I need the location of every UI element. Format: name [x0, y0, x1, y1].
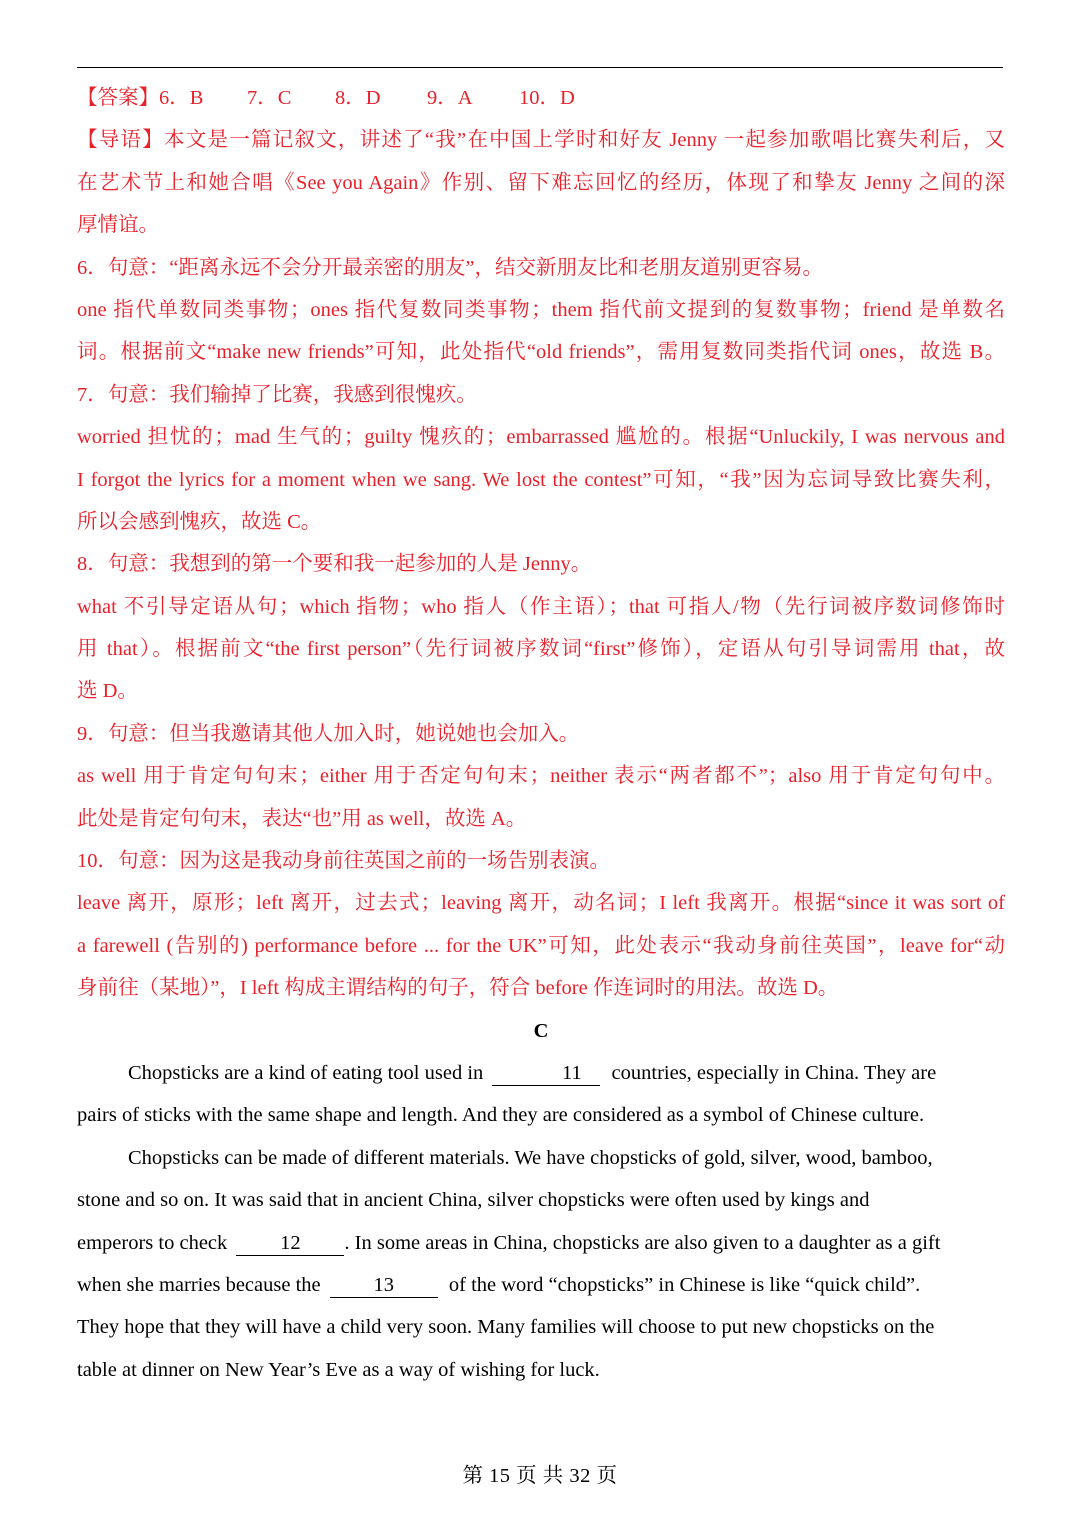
answer-item: 9．A — [427, 87, 473, 109]
passage-paragraph-2 — [77, 1137, 1005, 1391]
passage-text: countries, especially in China. They are — [611, 1061, 937, 1084]
document-body — [77, 77, 1005, 1391]
answer-item: 10．D — [519, 87, 575, 109]
passage-line: pairs of sticks with the same shape and length. And they are considered as a symbol of Chinese culture. — [77, 1104, 925, 1127]
explanation-line: 所以会感到愧疚，故选 C。 — [77, 510, 322, 533]
explanation-line: worried 担忧的；mad 生气的；guilty 愧疚的；embarrassed 尴尬的。根据“Unluckily, I was nervous and — [77, 426, 1005, 449]
guide-paragraph — [77, 119, 1005, 246]
blank-11[interactable]: 11 — [492, 1061, 600, 1086]
passage-line — [77, 1052, 1005, 1094]
guide-line: 【导语】本文是一篇记叙文，讲述了“我”在中国上学时和好友 Jenny 一起参加歌唱比赛失利后，又 — [77, 129, 1005, 152]
q7-sentence: 7．句意：我们输掉了比赛，我感到很愧疚。 — [77, 383, 477, 406]
passage-line: stone and so on. It was said that in ancient China, silver chopsticks were often used by kings and — [77, 1189, 870, 1212]
q10-sentence: 10．句意：因为这是我动身前往英国之前的一场告别表演。 — [77, 850, 610, 873]
explanation-line: 用 that）。根据前文“the first person”（先行词被序数词“first”修饰），定语从句引导词需用 that，故 — [77, 638, 1005, 661]
passage-line: They hope that they will have a child very soon. Many families will choose to put new chopsticks on the — [77, 1316, 935, 1339]
answer-label: 【答案】 — [77, 87, 159, 109]
passage-line: table at dinner on New Year’s Eve as a way of wishing for luck. — [77, 1358, 600, 1381]
q9-explanation — [77, 755, 1005, 840]
blank-12[interactable]: 12 — [236, 1231, 344, 1256]
passage-text: emperors to check — [77, 1231, 228, 1254]
page-footer: 第 15 页 共 32 页 — [462, 1465, 618, 1487]
q10-explanation — [77, 882, 1005, 1009]
q8-explanation — [77, 586, 1005, 713]
passage-line: Chopsticks can be made of different materials. We have chopsticks of gold, silver, wood, bamboo, — [128, 1146, 933, 1169]
passage-text: when she marries because the — [77, 1273, 321, 1296]
answer-item: 8．D — [335, 87, 381, 109]
answer-item: 7．C — [247, 87, 292, 109]
q6-sentence: 6．句意：“距离永远不会分开最亲密的朋友”，结交新朋友比和老朋友道别更容易。 — [77, 256, 823, 279]
explanation-line: a farewell (告别的) performance before ... for the UK”可知，此处表示“我动身前往英国”，leave for“动 — [77, 934, 1005, 957]
q9-sentence: 9．句意：但当我邀请其他人加入时，她说她也会加入。 — [77, 722, 580, 745]
passage-text: of the word “chopsticks” in Chinese is like “quick child”. — [448, 1273, 921, 1296]
q6-explanation — [77, 289, 1005, 374]
explanation-line: one 指代单数同类事物；ones 指代复数同类事物；them 指代前文提到的复数事物；friend 是单数名 — [77, 298, 1005, 321]
q8-sentence: 8．句意：我想到的第一个要和我一起参加的人是 Jenny。 — [77, 553, 592, 576]
passage-paragraph-1 — [77, 1052, 1005, 1137]
answer-line — [77, 77, 1005, 119]
guide-line: 在艺术节上和她合唱《See you Again》作别、留下难忘回忆的经历，体现了和挚友 Jenny 之间的深 — [77, 171, 1005, 194]
explanation-line: 此处是肯定句句末，表达“也”用 as well，故选 A。 — [77, 807, 527, 830]
header-rule — [77, 67, 1003, 68]
passage-line — [77, 1264, 1005, 1306]
explanation-line: leave 离开，原形；left 离开，过去式；leaving 离开，动名词；I left 我离开。根据“since it was sort of — [77, 892, 1005, 915]
passage-line — [77, 1222, 1005, 1264]
explanation-line: as well 用于肯定句句末；either 用于否定句句末；neither 表示“两者都不”；also 用于肯定句句中。 — [77, 765, 1005, 788]
passage-text: . In some areas in China, chopsticks are also given to a daughter as a gift — [344, 1231, 941, 1254]
guide-line: 厚情谊。 — [77, 214, 159, 237]
answer-item: 6．B — [159, 87, 204, 109]
explanation-line: 身前往（某地）”，I left 构成主谓结构的句子，符合 before 作连词时的用法。故选 D。 — [77, 977, 839, 1000]
explanation-line: 词。根据前文“make new friends”可知，此处指代“old friends”，需用复数同类指代词 ones，故选 B。 — [77, 341, 1005, 364]
explanation-line: 选 D。 — [77, 680, 138, 703]
passage-text: Chopsticks are a kind of eating tool used in — [128, 1061, 484, 1084]
blank-13[interactable]: 13 — [330, 1273, 438, 1298]
section-heading: C — [533, 1019, 549, 1042]
explanation-line: what 不引导定语从句；which 指物；who 指人（作主语）；that 可指人/物（先行词被序数词修饰时 — [77, 595, 1005, 618]
q7-explanation — [77, 416, 1005, 543]
explanation-line: I forgot the lyrics for a moment when we sang. We lost the contest”可知，“我”因为忘词导致比赛失利， — [77, 468, 1005, 491]
